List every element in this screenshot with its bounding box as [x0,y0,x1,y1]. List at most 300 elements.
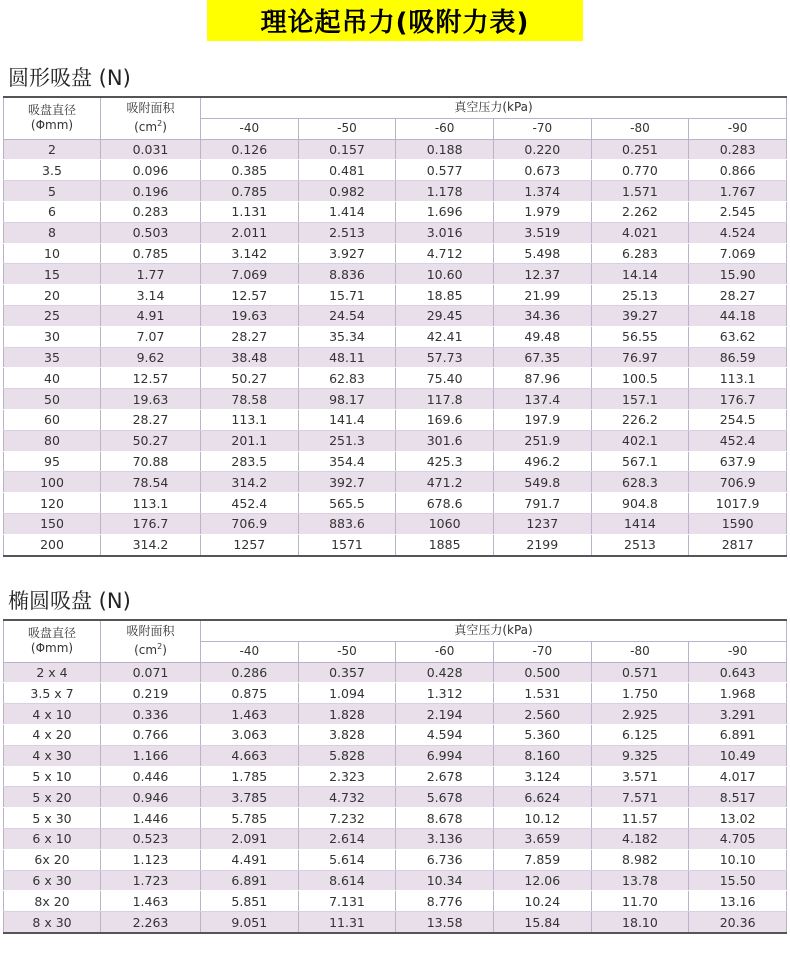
force-cell: 471.2 [396,472,494,493]
size-cell: 10 [4,243,101,264]
area-cell: 3.14 [101,285,201,306]
force-cell: 6.994 [396,745,494,766]
pressure-value-header: -60 [396,118,494,139]
size-cell: 8x 20 [4,891,101,912]
force-cell: 113.1 [201,409,299,430]
force-cell: 1885 [396,534,494,555]
force-cell: 98.17 [298,389,396,410]
force-cell: 1.696 [396,201,494,222]
force-cell: 4.491 [201,849,299,870]
round-section-title: 圆形吸盘 (N) [8,66,131,90]
force-cell: 10.24 [493,891,591,912]
size-cell: 6 x 10 [4,828,101,849]
pressure-value-header: -90 [689,118,787,139]
force-cell: 7.131 [298,891,396,912]
force-cell: 392.7 [298,472,396,493]
force-cell: 3.136 [396,828,494,849]
force-cell: 1.094 [298,683,396,704]
force-cell: 10.10 [689,849,787,870]
area-cell: 176.7 [101,513,201,534]
size-cell: 120 [4,493,101,514]
table-row [4,243,787,264]
table-row [4,451,787,472]
force-cell: 13.16 [689,891,787,912]
force-cell: 4.712 [396,243,494,264]
size-cell: 5 [4,181,101,202]
area-unit-suffix: ) [162,643,167,658]
size-cell: 150 [4,513,101,534]
force-cell: 1257 [201,534,299,555]
force-cell: 29.45 [396,305,494,326]
force-cell: 2.194 [396,704,494,725]
size-cell: 3.5 x 7 [4,683,101,704]
area-cell: 1.463 [101,891,201,912]
size-cell: 6 [4,201,101,222]
force-cell: 2.560 [493,704,591,725]
force-cell: 2.925 [591,704,689,725]
force-cell: 4.021 [591,222,689,243]
force-cell: 3.063 [201,724,299,745]
force-cell: 21.99 [493,285,591,306]
force-cell: 75.40 [396,368,494,389]
force-cell: 15.90 [689,264,787,285]
force-cell: 10.49 [689,745,787,766]
diameter-header [4,620,101,662]
force-cell: 7.859 [493,849,591,870]
force-cell: 7.232 [298,808,396,829]
size-cell: 40 [4,368,101,389]
force-cell: 0.220 [493,139,591,160]
force-cell: 251.3 [298,430,396,451]
force-cell: 0.283 [689,139,787,160]
force-cell: 8.614 [298,870,396,891]
force-cell: 904.8 [591,493,689,514]
table-row [4,139,787,160]
force-cell: 6.891 [201,870,299,891]
table-row [4,828,787,849]
force-cell: 3.016 [396,222,494,243]
force-cell: 15.84 [493,912,591,933]
round-suction-cup-table [3,96,787,557]
pressure-value-header: -60 [396,641,494,662]
area-cell: 0.283 [101,201,201,222]
force-cell: 0.157 [298,139,396,160]
force-cell: 251.9 [493,430,591,451]
force-cell: 157.1 [591,389,689,410]
pressure-header: 真空压力(kPa) [201,97,787,118]
force-cell: 3.659 [493,828,591,849]
pressure-value-header: -90 [689,641,787,662]
area-unit-sup: 2 [157,119,163,129]
force-cell: 14.14 [591,264,689,285]
table-row [4,849,787,870]
force-cell: 12.57 [201,285,299,306]
force-cell: 354.4 [298,451,396,472]
area-header-unit [101,639,200,658]
area-header-label: 吸附面积 [126,624,175,639]
force-cell: 169.6 [396,409,494,430]
size-cell: 20 [4,285,101,306]
force-cell: 5.785 [201,808,299,829]
force-cell: 35.34 [298,326,396,347]
force-cell: 15.50 [689,870,787,891]
table-row [4,912,787,933]
force-cell: 44.18 [689,305,787,326]
area-cell: 0.196 [101,181,201,202]
force-cell: 425.3 [396,451,494,472]
force-cell: 6.125 [591,724,689,745]
force-cell: 549.8 [493,472,591,493]
diameter-header [4,97,101,139]
force-cell: 201.1 [201,430,299,451]
force-cell: 48.11 [298,347,396,368]
table-row [4,724,787,745]
force-cell: 18.10 [591,912,689,933]
force-cell: 28.27 [201,326,299,347]
force-cell: 137.4 [493,389,591,410]
size-cell: 60 [4,409,101,430]
oval-section-title: 椭圆吸盘 (N) [8,589,131,613]
force-cell: 706.9 [689,472,787,493]
force-cell: 113.1 [689,368,787,389]
size-cell: 35 [4,347,101,368]
force-cell: 0.251 [591,139,689,160]
force-cell: 86.59 [689,347,787,368]
force-cell: 1.750 [591,683,689,704]
force-cell: 11.31 [298,912,396,933]
force-cell: 0.500 [493,662,591,683]
diameter-header-unit: (Φmm) [30,641,74,656]
force-cell: 42.41 [396,326,494,347]
force-cell: 87.96 [493,368,591,389]
table-row [4,472,787,493]
force-cell: 15.71 [298,285,396,306]
force-cell: 63.62 [689,326,787,347]
area-cell: 0.219 [101,683,201,704]
table-row [4,160,787,181]
force-cell: 496.2 [493,451,591,472]
force-cell: 10.60 [396,264,494,285]
force-cell: 2817 [689,534,787,555]
force-cell: 2.545 [689,201,787,222]
force-cell: 1017.9 [689,493,787,514]
header-row [4,620,787,641]
force-cell: 67.35 [493,347,591,368]
table-row [4,409,787,430]
force-cell: 1.571 [591,181,689,202]
area-cell: 113.1 [101,493,201,514]
diameter-header-unit: (Φmm) [30,118,74,133]
area-cell: 0.071 [101,662,201,683]
size-cell: 95 [4,451,101,472]
size-cell: 5 x 30 [4,808,101,829]
force-cell: 18.85 [396,285,494,306]
force-cell: 176.7 [689,389,787,410]
force-cell: 6.624 [493,787,591,808]
force-cell: 8.160 [493,745,591,766]
force-cell: 4.732 [298,787,396,808]
force-cell: 0.126 [201,139,299,160]
area-cell: 0.096 [101,160,201,181]
force-cell: 13.78 [591,870,689,891]
force-cell: 1060 [396,513,494,534]
force-cell: 0.866 [689,160,787,181]
force-cell: 0.357 [298,662,396,683]
force-cell: 2.091 [201,828,299,849]
force-cell: 50.27 [201,368,299,389]
force-cell: 7.069 [201,264,299,285]
force-cell: 8.982 [591,849,689,870]
force-cell: 1.414 [298,201,396,222]
force-cell: 62.83 [298,368,396,389]
area-cell: 0.523 [101,828,201,849]
pressure-value-header: -50 [298,118,396,139]
force-cell: 10.34 [396,870,494,891]
size-cell: 3.5 [4,160,101,181]
force-cell: 791.7 [493,493,591,514]
force-cell: 3.785 [201,787,299,808]
area-unit-prefix: (cm [134,643,158,658]
force-cell: 117.8 [396,389,494,410]
diameter-header-label: 吸盘直径 [27,103,76,118]
force-cell: 0.982 [298,181,396,202]
force-cell: 883.6 [298,513,396,534]
force-cell: 3.124 [493,766,591,787]
force-cell: 452.4 [689,430,787,451]
area-unit-prefix: (cm [134,120,158,135]
area-cell: 78.54 [101,472,201,493]
table-row [4,326,787,347]
size-cell: 5 x 20 [4,787,101,808]
table-row [4,305,787,326]
force-cell: 13.02 [689,808,787,829]
table-row [4,704,787,725]
table-row [4,891,787,912]
diameter-header-label: 吸盘直径 [27,626,76,641]
force-cell: 0.770 [591,160,689,181]
force-cell: 57.73 [396,347,494,368]
force-cell: 1.463 [201,704,299,725]
force-cell: 141.4 [298,409,396,430]
area-header-unit [101,116,200,135]
force-cell: 0.785 [201,181,299,202]
table-row [4,662,787,683]
force-cell: 301.6 [396,430,494,451]
force-cell: 7.069 [689,243,787,264]
force-cell: 0.875 [201,683,299,704]
area-cell: 28.27 [101,409,201,430]
force-cell: 5.851 [201,891,299,912]
table-row [4,347,787,368]
force-cell: 8.678 [396,808,494,829]
size-cell: 2 [4,139,101,160]
force-cell: 2.011 [201,222,299,243]
force-cell: 34.36 [493,305,591,326]
size-cell: 15 [4,264,101,285]
table-row [4,181,787,202]
table-row [4,870,787,891]
size-cell: 5 x 10 [4,766,101,787]
force-cell: 2.614 [298,828,396,849]
area-cell: 19.63 [101,389,201,410]
force-cell: 2199 [493,534,591,555]
force-cell: 9.051 [201,912,299,933]
table-row [4,201,787,222]
force-cell: 76.97 [591,347,689,368]
area-cell: 2.263 [101,912,201,933]
table-row [4,513,787,534]
force-cell: 8.776 [396,891,494,912]
force-cell: 2.513 [298,222,396,243]
size-cell: 4 x 20 [4,724,101,745]
area-cell: 0.503 [101,222,201,243]
force-cell: 0.481 [298,160,396,181]
force-cell: 2.323 [298,766,396,787]
pressure-value-header: -80 [591,641,689,662]
table-row [4,745,787,766]
pressure-value-header: -70 [493,641,591,662]
pressure-value-header: -70 [493,118,591,139]
force-cell: 3.571 [591,766,689,787]
force-cell: 5.614 [298,849,396,870]
force-cell: 1590 [689,513,787,534]
area-cell: 50.27 [101,430,201,451]
size-cell: 100 [4,472,101,493]
force-cell: 39.27 [591,305,689,326]
area-cell: 4.91 [101,305,201,326]
force-cell: 1.828 [298,704,396,725]
force-cell: 283.5 [201,451,299,472]
force-cell: 10.12 [493,808,591,829]
force-cell: 6.891 [689,724,787,745]
force-cell: 0.188 [396,139,494,160]
table-row [4,285,787,306]
force-cell: 1414 [591,513,689,534]
force-cell: 25.13 [591,285,689,306]
area-cell: 7.07 [101,326,201,347]
area-cell: 1.446 [101,808,201,829]
area-cell: 0.766 [101,724,201,745]
force-cell: 565.5 [298,493,396,514]
force-cell: 254.5 [689,409,787,430]
area-cell: 0.446 [101,766,201,787]
force-cell: 24.54 [298,305,396,326]
force-cell: 0.673 [493,160,591,181]
force-cell: 4.663 [201,745,299,766]
force-cell: 100.5 [591,368,689,389]
force-cell: 197.9 [493,409,591,430]
size-cell: 6x 20 [4,849,101,870]
force-cell: 1.979 [493,201,591,222]
table-row [4,430,787,451]
pressure-value-header: -80 [591,118,689,139]
table-row [4,368,787,389]
size-cell: 4 x 30 [4,745,101,766]
area-header [101,97,201,139]
table-row [4,808,787,829]
area-cell: 1.723 [101,870,201,891]
force-cell: 8.517 [689,787,787,808]
force-cell: 0.428 [396,662,494,683]
force-cell: 13.58 [396,912,494,933]
force-cell: 0.643 [689,662,787,683]
force-cell: 3.519 [493,222,591,243]
force-cell: 678.6 [396,493,494,514]
oval-suction-cup-table [3,619,787,934]
force-cell: 1.312 [396,683,494,704]
pressure-value-header: -40 [201,641,299,662]
force-cell: 1.785 [201,766,299,787]
table-row [4,264,787,285]
force-cell: 1.178 [396,181,494,202]
force-cell: 402.1 [591,430,689,451]
force-cell: 1.131 [201,201,299,222]
force-cell: 0.571 [591,662,689,683]
size-cell: 30 [4,326,101,347]
area-header [101,620,201,662]
force-cell: 2.678 [396,766,494,787]
header-row [4,97,787,118]
table-row [4,683,787,704]
force-cell: 38.48 [201,347,299,368]
area-cell: 1.77 [101,264,201,285]
area-cell: 70.88 [101,451,201,472]
force-cell: 11.70 [591,891,689,912]
force-cell: 4.524 [689,222,787,243]
force-cell: 3.828 [298,724,396,745]
force-cell: 19.63 [201,305,299,326]
pressure-value-header: -40 [201,118,299,139]
force-cell: 2.262 [591,201,689,222]
area-cell: 314.2 [101,534,201,555]
force-cell: 226.2 [591,409,689,430]
force-cell: 49.48 [493,326,591,347]
area-cell: 0.946 [101,787,201,808]
size-cell: 6 x 30 [4,870,101,891]
size-cell: 50 [4,389,101,410]
size-cell: 2 x 4 [4,662,101,683]
table-row [4,389,787,410]
force-cell: 12.06 [493,870,591,891]
force-cell: 5.360 [493,724,591,745]
table-row [4,222,787,243]
size-cell: 8 x 30 [4,912,101,933]
force-cell: 1.531 [493,683,591,704]
force-cell: 3.927 [298,243,396,264]
size-cell: 25 [4,305,101,326]
force-cell: 628.3 [591,472,689,493]
table-row [4,787,787,808]
force-cell: 1.968 [689,683,787,704]
force-cell: 3.291 [689,704,787,725]
area-cell: 0.336 [101,704,201,725]
force-cell: 12.37 [493,264,591,285]
force-cell: 5.678 [396,787,494,808]
force-cell: 5.828 [298,745,396,766]
area-unit-suffix: ) [162,120,167,135]
force-cell: 314.2 [201,472,299,493]
pressure-value-header: -50 [298,641,396,662]
force-cell: 1.374 [493,181,591,202]
force-cell: 78.58 [201,389,299,410]
force-cell: 1.767 [689,181,787,202]
force-cell: 9.325 [591,745,689,766]
force-cell: 0.385 [201,160,299,181]
force-cell: 11.57 [591,808,689,829]
force-cell: 4.017 [689,766,787,787]
force-cell: 4.705 [689,828,787,849]
area-header-label: 吸附面积 [126,101,175,116]
